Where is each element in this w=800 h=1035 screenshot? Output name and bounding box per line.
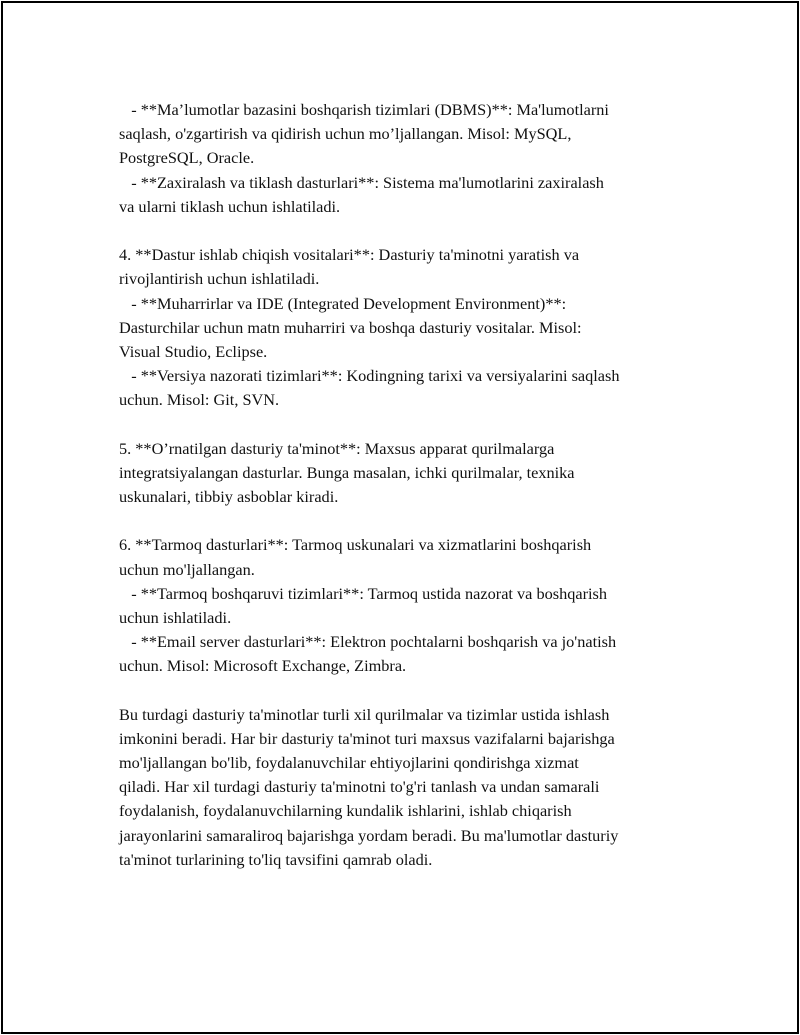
text-line: Visual Studio, Eclipse.	[119, 341, 268, 361]
text-line: va ularni tiklash uchun ishlatiladi.	[119, 196, 341, 216]
text-line: - **Tarmoq boshqaruvi tizimlari**: Tarmoq ustida nazorat va boshqarish	[119, 583, 608, 603]
text-line: - **Ma’lumotlar bazasini boshqarish tizimlari (DBMS)**: Ma'lumotlarni	[119, 100, 609, 119]
text-line: 6. **Tarmoq dasturlari**: Tarmoq uskunalari va xizmatlarini boshqarish	[119, 535, 592, 555]
text-line: jarayonlarini samaraliroq bajarishga yordam beradi. Bu ma'lumotlar dasturiy	[119, 825, 619, 845]
text-line: uchun mo'ljallangan.	[119, 559, 255, 579]
text-line: uchun ishlatiladi.	[119, 607, 232, 627]
text-line: qiladi. Har xil turdagi dasturiy ta'minotni to'g'ri tanlash va undan samarali	[119, 777, 600, 797]
text-line: Dasturchilar uchun matn muharriri va boshqa dasturiy vositalar. Misol:	[119, 317, 582, 337]
paragraph-spacer	[119, 509, 709, 533]
text-line: - **Versiya nazorati tizimlari**: Kodingning tarixi va versiyalarini saqlash	[119, 366, 620, 386]
text-line: uchun. Misol: Git, SVN.	[119, 390, 280, 410]
text-line: - **Email server dasturlari**: Elektron pochtalarni boshqarish va jo'natish	[119, 632, 617, 652]
text-line: ta'minot turlarining to'liq tavsifini qamrab oladi.	[119, 849, 433, 869]
paragraph-dbms-backup	[119, 98, 709, 219]
paragraph-spacer	[119, 679, 709, 703]
text-line: mo'ljallangan bo'lib, foydalanuvchilar ehtiyojlarini qondirishga xizmat	[119, 753, 579, 773]
text-line: uchun. Misol: Microsoft Exchange, Zimbra.	[119, 656, 407, 676]
paragraph-development-tools	[119, 243, 709, 412]
document-body	[119, 98, 709, 872]
text-line: 4. **Dastur ishlab chiqish vositalari**: Dasturiy ta'minotni yaratish va	[119, 245, 580, 265]
text-line: imkonini beradi. Har bir dasturiy ta'minot turi maxsus vazifalarni bajarishga	[119, 728, 615, 748]
text-line: Bu turdagi dasturiy ta'minotlar turli xil qurilmalar va tizimlar ustida ishlash	[119, 704, 610, 724]
paragraph-conclusion	[119, 703, 709, 872]
text-line: PostgreSQL, Oracle.	[119, 148, 255, 168]
text-line: - **Muharrirlar va IDE (Integrated Development Environment)**:	[119, 293, 567, 313]
text-line: 5. **O’rnatilgan dasturiy ta'minot**: Maxsus apparat qurilmalarga	[119, 438, 555, 458]
page-frame	[1, 1, 799, 1034]
text-line: saqlash, o'zgartirish va qidirish uchun mo’ljallangan. Misol: MySQL,	[119, 124, 572, 144]
text-line: - **Zaxiralash va tiklash dasturlari**: Sistema ma'lumotlarini zaxiralash	[119, 172, 604, 192]
paragraph-embedded-software	[119, 437, 709, 510]
text-line: rivojlantirish uchun ishlatiladi.	[119, 269, 320, 289]
text-line: foydalanish, foydalanuvchilarning kundalik ishlarini, ishlab chiqarish	[119, 801, 572, 821]
paragraph-spacer	[119, 412, 709, 436]
paragraph-spacer	[119, 219, 709, 243]
text-line: uskunalari, tibbiy asboblar kiradi.	[119, 487, 339, 506]
paragraph-network-software	[119, 533, 709, 678]
text-line: integratsiyalangan dasturlar. Bunga masalan, ichki qurilmalar, texnika	[119, 462, 575, 482]
